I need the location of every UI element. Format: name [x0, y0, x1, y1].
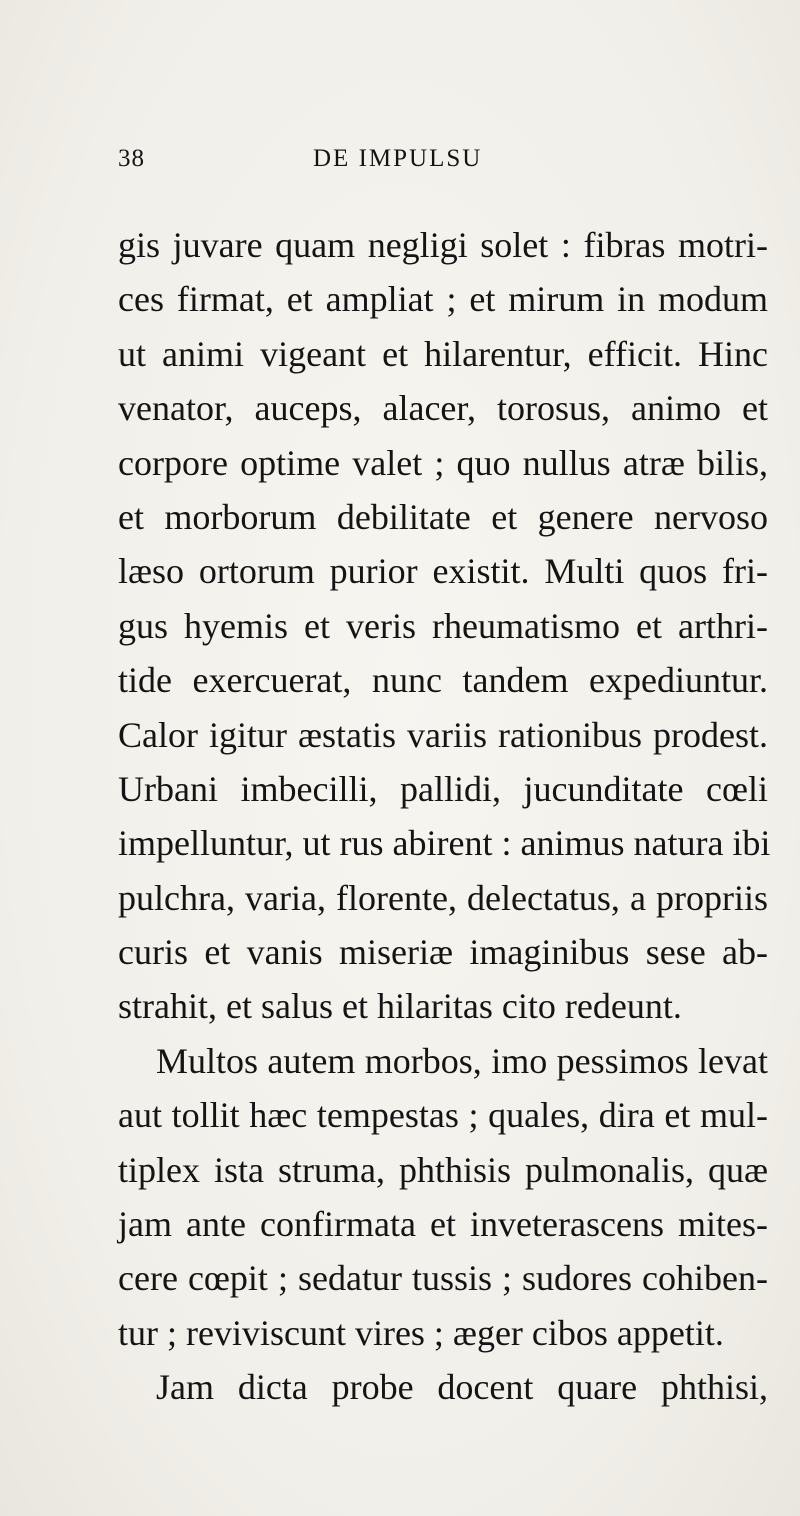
text-line: Urbani imbecilli, pallidi, jucunditate cœli — [118, 768, 768, 809]
text-line: Calor igitur æstatis variis rationibus prodest. — [118, 714, 768, 755]
text-line: curis et vanis miseriæ imaginibus sese ab- — [118, 932, 768, 973]
text-line: gus hyemis et veris rheumatismo et arthri- — [118, 605, 768, 646]
text-line: corpore optime valet ; quo nullus atræ bilis, — [118, 442, 768, 483]
text-line: tur ; reviviscunt vires ; æger cibos appetit. — [118, 1312, 724, 1353]
text-line: ces firmat, et ampliat ; et mirum in modum — [118, 279, 768, 320]
text-line: tide exercuerat, nunc tandem expediuntur. — [118, 660, 768, 701]
text-line: pulchra, varia, florente, delectatus, a propriis — [118, 877, 768, 918]
running-head: DE IMPULSU — [313, 145, 483, 172]
text-line: gis juvare quam negligi solet : fibras motri- — [118, 225, 768, 265]
text-line: impelluntur, ut rus abirent : animus natura ibi — [118, 823, 771, 864]
page-number: 38 — [118, 145, 145, 172]
text-line: cere cœpit ; sedatur tussis ; sudores cohiben- — [118, 1258, 768, 1299]
text-line: aut tollit hæc tempestas ; quales, dira et mul- — [118, 1095, 768, 1136]
text-line: Jam dicta probe docent quare phthisi, — [156, 1367, 768, 1408]
text-line: et morborum debilitate et genere nervoso — [118, 496, 768, 537]
page-header — [118, 145, 718, 185]
text-line: ut animi vigeant et hilarentur, efficit. Hinc — [118, 333, 768, 374]
text-line: Multos autem morbos, imo pessimos levat — [156, 1040, 768, 1081]
text-line: strahit, et salus et hilaritas cito redeunt. — [118, 986, 682, 1027]
text-line: læso ortorum purior existit. Multi quos fri- — [118, 551, 768, 592]
text-line: venator, auceps, alacer, torosus, animo et — [118, 388, 768, 429]
text-line: tiplex ista struma, phthisis pulmonalis, quæ — [118, 1149, 768, 1190]
text-line: jam ante confirmata et inveterascens mites- — [118, 1204, 768, 1245]
body-text — [118, 218, 771, 1415]
